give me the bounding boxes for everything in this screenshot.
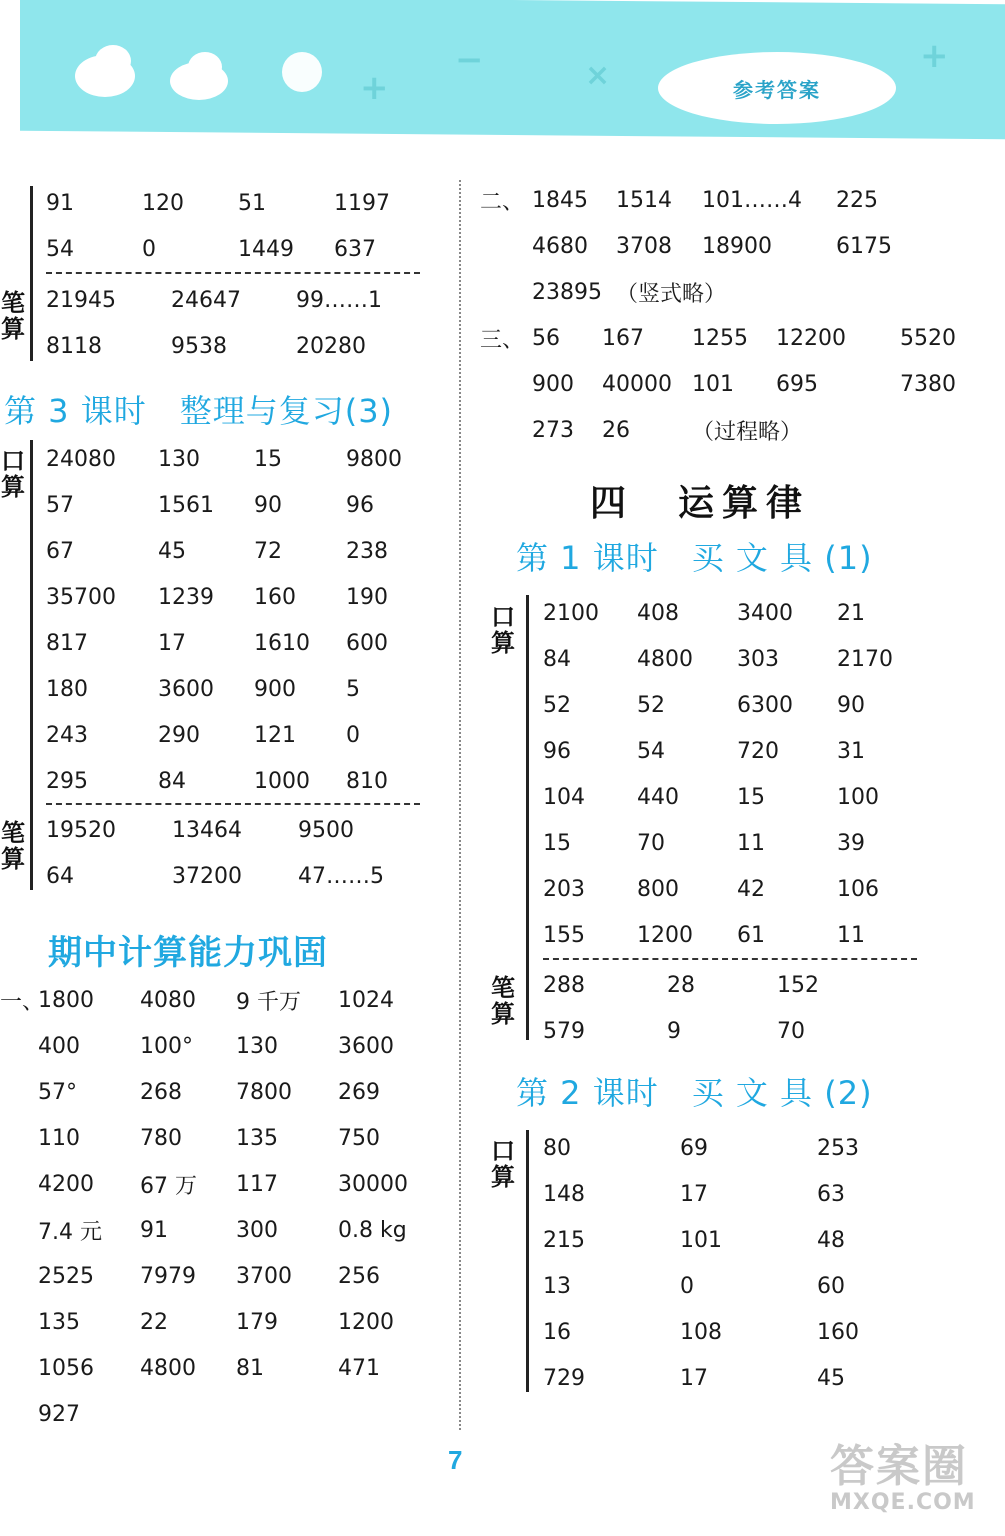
written-calc-label: 笔算 [491,973,515,1028]
bracket-line [30,186,33,361]
answer-value: 179 [236,1309,278,1335]
answer-value: 253 [817,1135,859,1161]
answer-row [46,323,426,369]
answer-value: 300 [236,1217,278,1243]
answer-value: 84 [543,646,571,672]
answer-row [46,853,428,899]
bracket-line [30,440,33,890]
answer-value: 1845 [532,187,588,213]
answer-value: 110 [38,1125,80,1151]
answer-value: 7979 [140,1263,196,1289]
answer-value: 120 [142,190,184,216]
answer-value: （竖式略） [616,281,727,307]
answer-value: 155 [543,922,585,948]
answer-row [46,482,436,528]
answer-value: 104 [543,784,585,810]
answer-value: 101 [692,371,734,397]
answer-value: （过程略） [692,419,803,445]
written-calc-label: 笔算 [1,288,25,343]
answer-value: 579 [543,1018,585,1044]
answer-value: 269 [338,1079,380,1105]
answer-value: 637 [334,236,376,262]
prefix-label: 三、 [480,327,525,353]
chapter-title: 四 运算律 [590,482,811,524]
answer-value: 720 [737,738,779,764]
lesson-heading: 第 2 课时 买 文 具 (2) [516,1074,873,1112]
answer-value: 64 [46,863,74,889]
answer-rows [38,977,438,1437]
answer-value: 39 [837,830,865,856]
answer-row [543,1355,927,1401]
answer-row [46,180,430,226]
answer-row [46,528,436,574]
answer-value: 408 [637,600,679,626]
answer-value: 81 [236,1355,264,1381]
answer-value: 1610 [254,630,310,656]
answer-value: 8118 [46,333,102,359]
answer-value: 15 [543,830,571,856]
answer-value: 70 [777,1018,805,1044]
answer-row [543,820,927,866]
answer-value: 72 [254,538,282,564]
bracket-line [526,595,529,1040]
answer-value: 21 [837,600,865,626]
answer-value: 40000 [602,371,672,397]
answer-row [543,1171,927,1217]
answer-value: 23895 [532,279,602,305]
answer-value: 2100 [543,600,599,626]
answer-value: 37200 [172,863,242,889]
answer-value: 817 [46,630,88,656]
answer-row [532,315,990,361]
answer-value: 15 [254,446,282,472]
answer-row [543,682,927,728]
answer-row [46,666,436,712]
answer-value: 84 [158,768,186,794]
answer-value: 800 [637,876,679,902]
answer-value: 243 [46,722,88,748]
minus-icon: − [455,40,484,80]
answer-value: 600 [346,630,388,656]
answer-value: 13 [543,1273,571,1299]
answer-value: 117 [236,1171,278,1197]
answer-value: 190 [346,584,388,610]
answer-value: 167 [602,325,644,351]
answer-value: 152 [777,972,819,998]
answer-value: 1255 [692,325,748,351]
answer-row [38,1253,438,1299]
written-answer-rows [46,807,428,899]
answer-rows [532,177,916,315]
answer-value: 11 [837,922,865,948]
answer-value: 4200 [38,1171,94,1197]
answer-value: 9500 [298,817,354,843]
answer-row [38,1345,438,1391]
answer-value: 47……5 [298,863,384,889]
answer-value: 0 [346,722,360,748]
answer-value: 135 [38,1309,80,1335]
answer-value: 3700 [236,1263,292,1289]
answer-value: 471 [338,1355,380,1381]
answer-value: 1000 [254,768,310,794]
answer-value: 96 [543,738,571,764]
answer-value: 3708 [616,233,672,259]
answer-value: 238 [346,538,388,564]
answer-value: 100° [140,1033,193,1059]
bracket-line [526,1130,529,1392]
answer-row [46,226,430,272]
answer-row [532,223,916,269]
answer-value: 54 [637,738,665,764]
answer-row [38,1023,438,1069]
answer-value: 56 [532,325,560,351]
answer-value: 900 [532,371,574,397]
answer-row [543,1008,887,1054]
answer-value: 225 [836,187,878,213]
answer-value: 99……1 [296,287,382,313]
answer-value: 203 [543,876,585,902]
answer-value: 3400 [737,600,793,626]
answer-row [532,361,990,407]
answer-value: 1239 [158,584,214,610]
answer-value: 15 [737,784,765,810]
answer-value: 9800 [346,446,402,472]
answer-value: 0 [142,236,156,262]
answer-value: 108 [680,1319,722,1345]
answer-value: 1449 [238,236,294,262]
cloud-icon [188,52,222,82]
answer-row [38,1115,438,1161]
answer-rows [543,1125,927,1401]
answer-value: 22 [140,1309,168,1335]
answer-value: 135 [236,1125,278,1151]
answer-row [46,436,436,482]
written-calc-label: 笔算 [1,818,25,873]
answer-value: 400 [38,1033,80,1059]
answer-value: 63 [817,1181,845,1207]
answer-value: 12200 [776,325,846,351]
answer-value: 288 [543,972,585,998]
answer-row [532,269,916,315]
answer-value: 51 [238,190,266,216]
answer-value: 91 [46,190,74,216]
answer-badge [658,52,896,124]
answer-value: 9 千万 [236,989,301,1015]
answer-value: 7380 [900,371,956,397]
answer-row [543,962,887,1008]
plus-icon: + [920,36,949,76]
answer-value: 130 [236,1033,278,1059]
answer-value: 13464 [172,817,242,843]
answer-value: 927 [38,1401,80,1427]
answer-row [46,807,428,853]
answer-value: 2525 [38,1263,94,1289]
answer-value: 256 [338,1263,380,1289]
answer-row [543,1263,927,1309]
answer-row [543,728,927,774]
answer-row [543,636,927,682]
answer-row [46,712,436,758]
prefix-label: 二、 [480,189,525,215]
answer-value: 28 [667,972,695,998]
answer-value: 3600 [158,676,214,702]
answer-value: 35700 [46,584,116,610]
answer-value: 180 [46,676,88,702]
answer-row [38,1207,438,1253]
answer-value: 67 [46,538,74,564]
snowflake-icon [282,52,322,92]
cloud-icon [95,45,131,77]
answer-value: 268 [140,1079,182,1105]
answer-value: 96 [346,492,374,518]
answer-value: 19520 [46,817,116,843]
watermark-logo-text: 答案圈 [830,1441,968,1492]
answer-value: 4080 [140,987,196,1013]
answer-value: 4800 [140,1355,196,1381]
answer-value: 4680 [532,233,588,259]
dashed-separator [46,803,420,805]
answer-value: 11 [737,830,765,856]
section-prefix [480,315,524,361]
answer-value: 7.4 元 [38,1219,102,1245]
answer-value: 2170 [837,646,893,672]
answer-value: 695 [776,371,818,397]
answer-value: 21945 [46,287,116,313]
answer-badge-label: 参考答案 [733,77,821,102]
answer-row [532,407,990,453]
lesson-heading: 第 3 课时 整理与复习(3) [4,392,394,430]
answer-row [543,912,927,958]
written-answer-rows [543,962,887,1054]
answer-value: 1561 [158,492,214,518]
answer-value: 26 [602,417,630,443]
answer-value: 24080 [46,446,116,472]
answer-value: 9 [667,1018,681,1044]
answer-row [543,866,927,912]
answer-value: 67 万 [140,1173,197,1199]
answer-value: 148 [543,1181,585,1207]
answer-row [38,1069,438,1115]
answer-value: 295 [46,768,88,794]
answer-value: 69 [680,1135,708,1161]
answer-value: 290 [158,722,200,748]
answer-rows [532,315,990,453]
answer-value: 60 [817,1273,845,1299]
answer-value: 17 [158,630,186,656]
answer-value: 17 [680,1181,708,1207]
answer-value: 7800 [236,1079,292,1105]
answer-value: 160 [817,1319,859,1345]
answer-value: 54 [46,236,74,262]
dashed-separator [46,272,420,274]
answer-row [543,1125,927,1171]
answer-value: 57 [46,492,74,518]
answer-value: 57° [38,1079,77,1105]
section-prefix [480,177,524,223]
oral-calc-label: 口算 [491,1136,515,1191]
answer-value: 4800 [637,646,693,672]
answer-value: 24647 [171,287,241,313]
section-heading: 期中计算能力巩固 [48,933,328,973]
watermark [830,1430,976,1515]
answer-value: 52 [543,692,571,718]
oral-calc-label: 口算 [1,446,25,501]
answer-value: 215 [543,1227,585,1253]
answer-value: 900 [254,676,296,702]
answer-value: 440 [637,784,679,810]
answer-row [543,774,927,820]
answer-value: 729 [543,1365,585,1391]
answer-row [532,177,916,223]
answer-value: 121 [254,722,296,748]
answer-value: 20280 [296,333,366,359]
answer-value: 1024 [338,987,394,1013]
answer-value: 17 [680,1365,708,1391]
answer-value: 45 [817,1365,845,1391]
answer-value: 273 [532,417,574,443]
answer-value: 90 [837,692,865,718]
answer-value: 61 [737,922,765,948]
answer-value: 780 [140,1125,182,1151]
answer-value: 42 [737,876,765,902]
written-answer-rows [46,277,426,369]
answer-value: 6300 [737,692,793,718]
answer-row [38,1161,438,1207]
answer-value: 30000 [338,1171,408,1197]
answer-row [46,620,436,666]
dashed-separator [543,958,917,960]
answer-value: 48 [817,1227,845,1253]
answer-rows [46,180,430,272]
answer-row [543,590,927,636]
answer-row [46,758,436,804]
page-number: 7 [448,1445,463,1475]
answer-row [38,1391,438,1437]
answer-value: 160 [254,584,296,610]
answer-value: 45 [158,538,186,564]
plus-icon: + [360,68,389,108]
answer-value: 1800 [38,987,94,1013]
prefix-label: 一、 [0,989,45,1015]
oral-calc-label: 口算 [491,602,515,657]
answer-value: 106 [837,876,879,902]
answer-value: 1200 [637,922,693,948]
answer-value: 3600 [338,1033,394,1059]
answer-value: 1197 [334,190,390,216]
watermark-url: MXQE.COM [830,1490,976,1515]
answer-value: 16 [543,1319,571,1345]
answer-value: 0.8 kg [338,1217,407,1243]
answer-value: 101……4 [702,187,802,213]
answer-value: 0 [680,1273,694,1299]
answer-value: 91 [140,1217,168,1243]
answer-value: 130 [158,446,200,472]
answer-row [46,277,426,323]
answer-value: 303 [737,646,779,672]
answer-value: 31 [837,738,865,764]
answer-row [46,574,436,620]
answer-value: 5520 [900,325,956,351]
answer-rows [46,436,436,804]
answer-row [38,1299,438,1345]
column-divider [459,180,461,1430]
answer-value: 18900 [702,233,772,259]
answer-row [38,977,438,1023]
answer-value: 1514 [616,187,672,213]
answer-value: 1200 [338,1309,394,1335]
answer-value: 52 [637,692,665,718]
times-icon: × [585,58,611,93]
answer-value: 9538 [171,333,227,359]
answer-value: 70 [637,830,665,856]
answer-value: 80 [543,1135,571,1161]
answer-value: 5 [346,676,360,702]
answer-value: 101 [680,1227,722,1253]
answer-value: 750 [338,1125,380,1151]
lesson-heading: 第 1 课时 买 文 具 (1) [516,539,873,577]
answer-value: 810 [346,768,388,794]
answer-value: 100 [837,784,879,810]
answer-value: 6175 [836,233,892,259]
answer-row [543,1217,927,1263]
answer-row [543,1309,927,1355]
answer-rows [543,590,927,958]
answer-value: 90 [254,492,282,518]
answer-value: 1056 [38,1355,94,1381]
